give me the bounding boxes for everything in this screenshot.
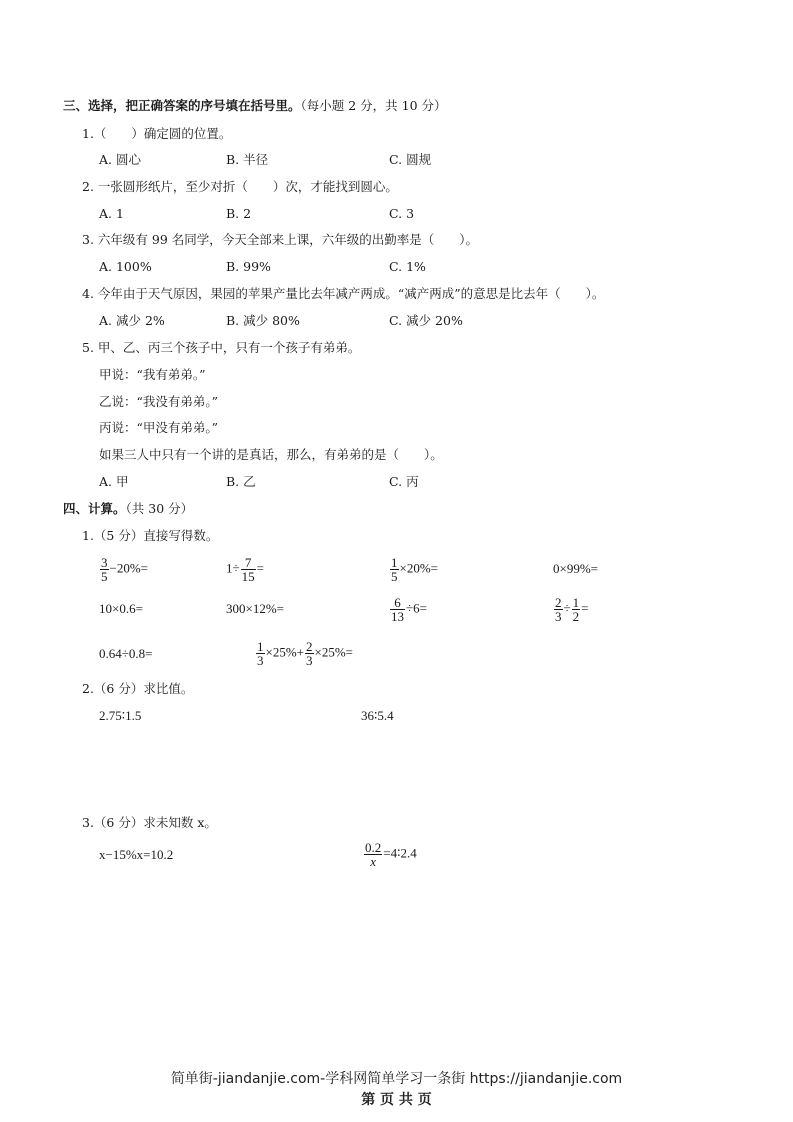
- section-4-score-note: （共 30 分）: [125, 501, 194, 516]
- option-a: A. 圆心: [99, 152, 141, 167]
- calc-j: $\frac{1}{3}$ ×25%+ $\frac{2}{3}$ ×25%=: [257, 639, 353, 668]
- question-3-4: 4. 今年由于天气原因，果园的苹果产量比去年减产两成。“减产两成”的意思是比去年（ ）。: [82, 286, 605, 301]
- fraction: $\frac{2}{3}$: [306, 639, 313, 668]
- calc-c: $\frac{1}{5}$ ×20%=: [391, 555, 438, 584]
- equation-b: $\frac{0.2}{x}$ =4∶2.4: [365, 840, 417, 869]
- option-c: C. 丙: [389, 474, 419, 489]
- option-a: A. 甲: [99, 474, 129, 489]
- fraction: $\frac{1}{2}$: [572, 595, 580, 624]
- question-3-3: 3. 六年级有 99 名同学，今天全部来上课，六年级的出勤率是（ ）。: [82, 232, 479, 247]
- calc-h: $\frac{2}{3}$ ÷ $\frac{1}{2}$ =: [555, 595, 589, 624]
- option-b: B. 半径: [226, 152, 269, 167]
- option-b: B. 2: [226, 206, 252, 221]
- question-4-2: 2.（6 分）求比值。: [82, 681, 194, 696]
- question-4-1: 1.（5 分）直接写得数。: [82, 528, 219, 543]
- question-3-2: 2. 一张圆形纸片，至少对折（ ）次，才能找到圆心。: [82, 179, 398, 194]
- option-b: B. 乙: [226, 474, 256, 489]
- fraction: $\frac{0.2}{x}$: [365, 840, 382, 869]
- option-a: A. 减少 2%: [99, 313, 165, 328]
- question-4-3: 3.（6 分）求未知数 x。: [82, 815, 217, 830]
- statement-yi: 乙说：“我没有弟弟。”: [99, 394, 219, 409]
- section-3-title: [63, 98, 447, 114]
- fraction: $\frac{2}{3}$: [555, 595, 562, 624]
- question-3-5: 5. 甲、乙、丙三个孩子中，只有一个孩子有弟弟。: [82, 340, 361, 355]
- calc-f: 300×12%=: [226, 601, 284, 616]
- calc-g: $\frac{6}{13}$ ÷6=: [391, 595, 427, 624]
- option-c: C. 1%: [389, 259, 426, 274]
- section-4-title: [63, 501, 193, 517]
- option-a: A. 100%: [99, 259, 152, 274]
- fraction: $\frac{3}{5}$: [101, 555, 108, 584]
- option-c: C. 圆规: [389, 152, 432, 167]
- question-3-1: 1.（ ）确定圆的位置。: [82, 126, 232, 141]
- calc-i: 0.64÷0.8=: [99, 646, 153, 661]
- section-4-heading: 四、计算。: [63, 501, 126, 516]
- fraction: $\frac{6}{13}$: [391, 595, 404, 624]
- calc-d: 0×99%=: [553, 561, 598, 576]
- option-b: B. 减少 80%: [226, 313, 300, 328]
- watermark-text: 简单街-jiandanjie.com-学科网简单学习一条街 https://jiandanjie.com: [170, 1071, 623, 1087]
- ratio-a: 2.75∶1.5: [99, 708, 142, 723]
- calc-b: 1÷ $\frac{7}{15}$ =: [226, 555, 264, 584]
- calc-a: $\frac{3}{5}$ −20%=: [101, 555, 148, 584]
- statement-bing: 丙说：“甲没有弟弟。”: [99, 420, 219, 435]
- section-3-heading: 三、选择，把正确答案的序号填在括号里。: [63, 98, 301, 113]
- question-3-5-prompt: 如果三人中只有一个讲的是真话，那么，有弟弟的是（ ）。: [99, 447, 443, 462]
- option-c: C. 减少 20%: [389, 313, 463, 328]
- calc-e: 10×0.6=: [99, 601, 143, 616]
- ratio-b: 36∶5.4: [361, 708, 394, 723]
- equation-a: x−15%x=10.2: [99, 847, 174, 862]
- fraction: $\frac{1}{3}$: [257, 639, 264, 668]
- option-b: B. 99%: [226, 259, 271, 274]
- section-3-score-note: （每小题 2 分，共 10 分）: [300, 98, 447, 113]
- option-c: C. 3: [389, 206, 415, 221]
- option-a: A. 1: [99, 206, 124, 221]
- statement-jia: 甲说：“我有弟弟。”: [99, 367, 206, 382]
- page-number: 第 页 共 页: [361, 1092, 432, 1108]
- fraction: $\frac{7}{15}$: [241, 555, 255, 584]
- fraction: $\frac{1}{5}$: [391, 555, 398, 584]
